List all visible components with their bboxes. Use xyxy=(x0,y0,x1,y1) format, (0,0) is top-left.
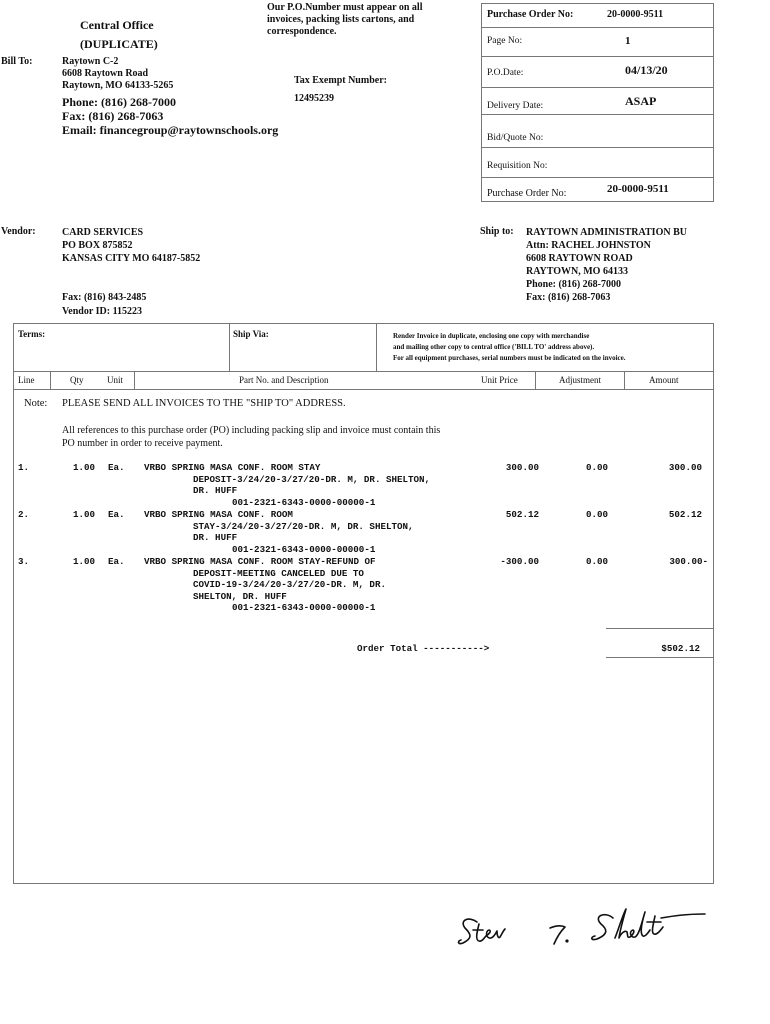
tax-exempt-label: Tax Exempt Number: xyxy=(294,75,387,86)
ship-to-label: Ship to: xyxy=(480,226,514,237)
vendor-label: Vendor: xyxy=(1,226,36,237)
item-adjustment: 0.00 xyxy=(585,556,608,567)
signature xyxy=(455,900,715,960)
vendor-line: PO BOX 875852 xyxy=(62,240,133,251)
copy-type: (DUPLICATE) xyxy=(80,37,158,51)
item-desc: VRBO SPRING MASA CONF. ROOM STAY xyxy=(144,462,321,473)
bill-to-line: Raytown C-2 xyxy=(62,56,119,67)
vendor-address xyxy=(62,226,200,265)
item-amount: 300.00 xyxy=(668,462,702,473)
item-desc: SHELTON, DR. HUFF xyxy=(193,590,287,602)
po-notice: Our P.O.Number must appear on all invoices, packing lists cartons, and correspondence. xyxy=(267,2,423,37)
item-desc: DEPOSIT-MEETING CANCELED DUE TO xyxy=(193,567,364,579)
col-unit-price: Unit Price xyxy=(481,375,518,385)
item-qty: 1.00 xyxy=(73,509,96,520)
bill-to-line: 6608 Raytown Road xyxy=(62,68,149,79)
item-unit: Ea. xyxy=(108,509,125,520)
render-note-line: For all equipment purchases, serial numbers must be indicated on the invoice. xyxy=(393,354,626,362)
item-unit: Ea. xyxy=(108,556,125,567)
ship-to-line: Attn: RACHEL JOHNSTON xyxy=(526,240,651,251)
item-desc: COVID-19-3/24/20-3/27/20-DR. M, DR. xyxy=(193,579,386,590)
item-adjustment: 0.00 xyxy=(585,462,608,473)
bill-to-fax: Fax: (816) 268-7063 xyxy=(62,109,164,123)
note-text: PLEASE SEND ALL INVOICES TO THE "SHIP TO" ADDRESS. xyxy=(62,398,346,409)
item-amount: 300.00- xyxy=(669,556,708,567)
delivery-date: ASAP xyxy=(625,94,657,108)
bill-to-label: Bill To: xyxy=(1,56,33,67)
ship-via-label: Ship Via: xyxy=(233,329,269,339)
render-note-line: Render Invoice in duplicate, enclosing one copy with merchandise xyxy=(393,332,590,340)
render-note-line: and mailing other copy to central office ('BILL TO' address above). xyxy=(393,343,595,351)
order-total-value: $502.12 xyxy=(661,643,700,654)
po-info-box xyxy=(481,3,714,202)
table-row xyxy=(0,462,770,512)
table-row xyxy=(0,509,770,559)
item-line: 2. xyxy=(18,509,30,520)
col-unit: Unit xyxy=(107,375,124,385)
item-unit: Ea. xyxy=(108,462,125,473)
table-row xyxy=(0,556,770,618)
render-invoice-note xyxy=(393,331,626,364)
item-desc: STAY-3/24/20-3/27/20-DR. M, DR. SHELTON, xyxy=(193,520,414,532)
vendor-line: KANSAS CITY MO 64187-5852 xyxy=(62,253,201,264)
item-desc: DR. HUFF xyxy=(193,485,238,496)
po-number-2: 20-0000-9511 xyxy=(607,183,669,195)
col-qty: Qty xyxy=(70,375,84,385)
bill-to-contact xyxy=(62,95,278,137)
office-title: Central Office xyxy=(80,18,154,32)
item-unit-price: 502.12 xyxy=(505,509,539,520)
po-number: 20-0000-9511 xyxy=(607,9,664,20)
bill-to-line: Raytown, MO 64133-5265 xyxy=(62,80,174,91)
requisition-label: Requisition No: xyxy=(487,161,548,171)
item-qty: 1.00 xyxy=(73,462,96,473)
ship-to-line: 6608 RAYTOWN ROAD xyxy=(526,253,633,264)
item-desc: DR. HUFF xyxy=(193,532,238,543)
vendor-line: CARD SERVICES xyxy=(62,227,144,238)
delivery-date-label: Delivery Date: xyxy=(487,101,544,111)
item-desc: VRBO SPRING MASA CONF. ROOM STAY-REFUND OF xyxy=(144,556,376,567)
item-account: 001-2321-6343-0000-00000-1 xyxy=(232,602,376,613)
ship-to-line: RAYTOWN, MO 64133 xyxy=(526,266,628,277)
bill-to-address xyxy=(62,56,173,92)
item-amount: 502.12 xyxy=(668,509,702,520)
po-date-label: P.O.Date: xyxy=(487,68,524,78)
page-no: 1 xyxy=(625,35,631,47)
col-amount: Amount xyxy=(649,375,679,385)
item-line: 3. xyxy=(18,556,30,567)
note-label: Note: xyxy=(24,398,48,409)
vendor-fax: Fax: (816) 843-2485 xyxy=(62,292,147,303)
po-number-label-2: Purchase Order No: xyxy=(487,188,567,199)
item-adjustment: 0.00 xyxy=(585,509,608,520)
item-desc: DEPOSIT-3/24/20-3/27/20-DR. M, DR. SHELTON, xyxy=(193,473,431,485)
reference-note-line: PO number in order to receive payment. xyxy=(62,438,223,449)
bill-to-email: Email: financegroup@raytownschools.org xyxy=(62,123,279,137)
ship-to-address xyxy=(526,226,766,304)
item-unit-price: 300.00 xyxy=(505,462,539,473)
item-desc: VRBO SPRING MASA CONF. ROOM xyxy=(144,509,293,520)
bid-quote-label: Bid/Quote No: xyxy=(487,133,544,143)
ship-to-line: RAYTOWN ADMINISTRATION BU xyxy=(526,227,687,238)
terms-label: Terms: xyxy=(18,329,46,339)
reference-note xyxy=(62,424,440,450)
col-line: Line xyxy=(18,375,35,385)
order-total-label: Order Total -----------> xyxy=(357,643,490,654)
bill-to-phone: Phone: (816) 268-7000 xyxy=(62,95,176,109)
reference-note-line: All references to this purchase order (PO) including packing slip and invoice must contain this xyxy=(62,425,441,436)
item-account: 001-2321-6343-0000-00000-1 xyxy=(232,496,376,508)
po-date: 04/13/20 xyxy=(625,63,668,77)
item-qty: 1.00 xyxy=(73,556,96,567)
page-no-label: Page No: xyxy=(487,36,523,46)
vendor-id: Vendor ID: 115223 xyxy=(62,306,143,317)
item-account: 001-2321-6343-0000-00000-1 xyxy=(232,543,376,555)
signature-image xyxy=(455,900,715,960)
tax-exempt-number: 12495239 xyxy=(294,93,334,104)
ship-to-line: Fax: (816) 268-7063 xyxy=(526,292,611,303)
ship-to-line: Phone: (816) 268-7000 xyxy=(526,279,621,290)
item-unit-price: -300.00 xyxy=(500,556,539,567)
item-line: 1. xyxy=(18,462,30,473)
col-description: Part No. and Description xyxy=(239,375,329,385)
po-number-label: Purchase Order No: xyxy=(487,9,574,20)
col-adjustment: Adjustment xyxy=(559,375,601,385)
